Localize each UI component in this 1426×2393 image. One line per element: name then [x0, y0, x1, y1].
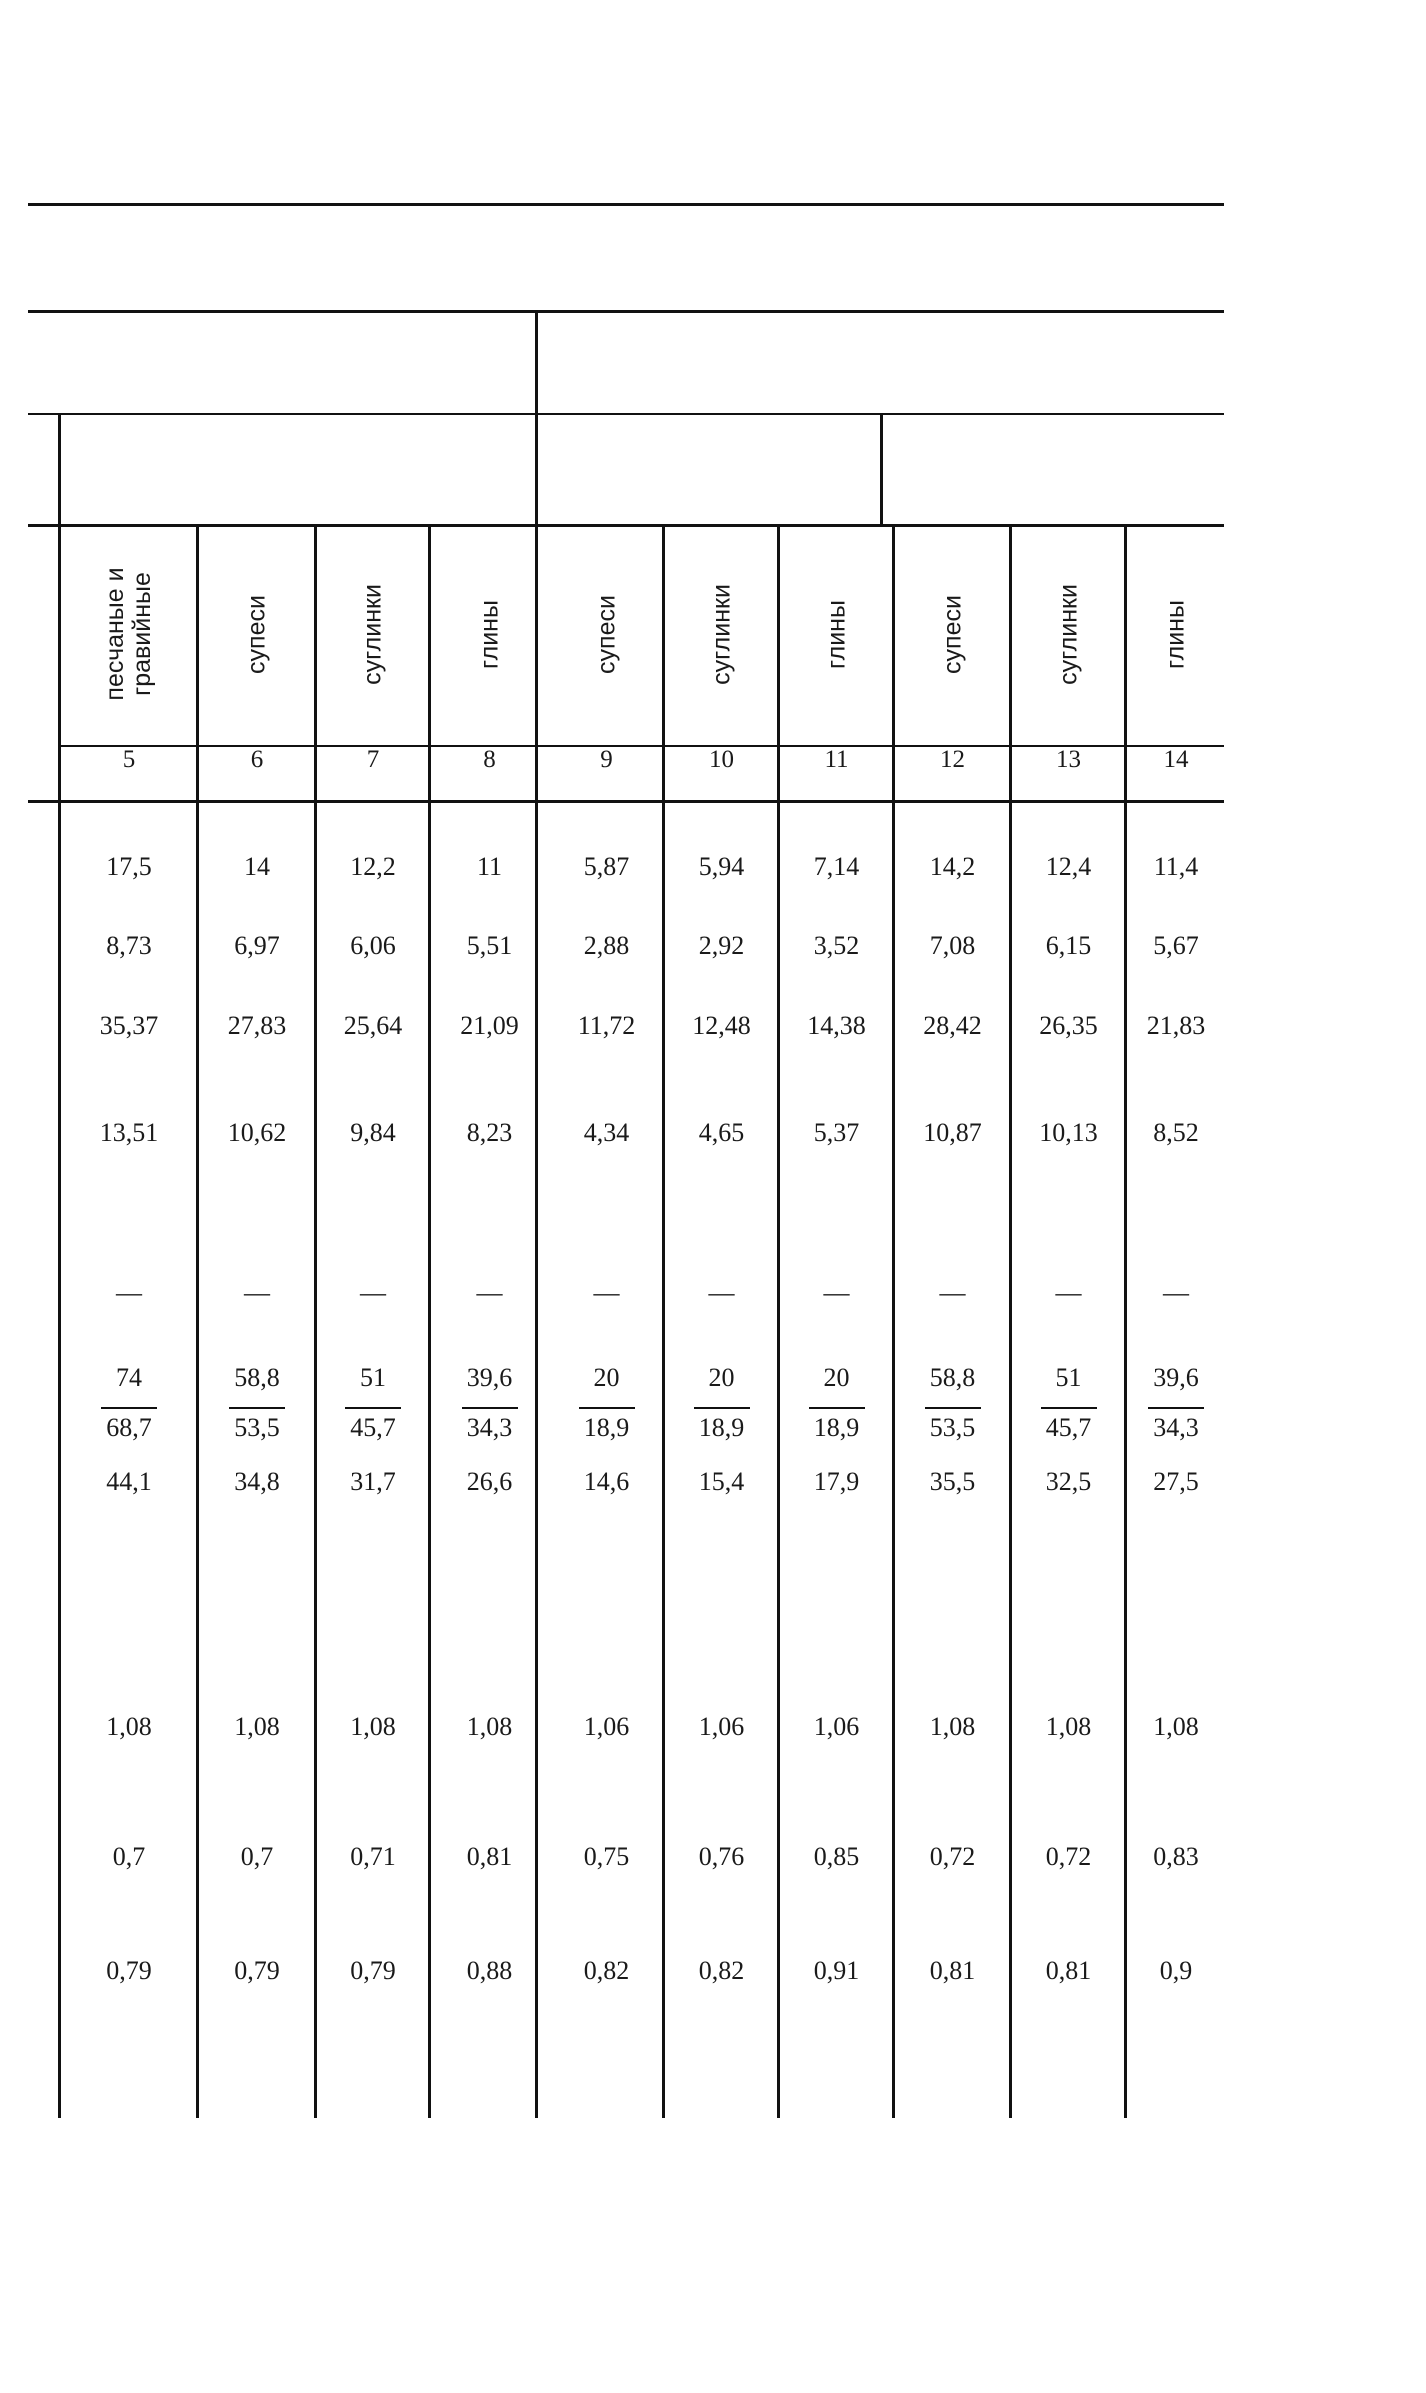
fraction-numerator: 39,6 — [466, 1363, 513, 1392]
table-cell: 5,51 — [466, 931, 513, 960]
column-label: супеси — [242, 594, 271, 674]
table-cell: 0,85 — [813, 1842, 860, 1871]
table-cell: 5,67 — [1153, 931, 1199, 960]
table-cell: — — [708, 1278, 735, 1307]
table-cell: 8,73 — [106, 931, 152, 960]
column-label: глины — [1161, 599, 1190, 669]
table-cell: 10,13 — [1039, 1118, 1098, 1147]
column-number: 6 — [250, 746, 264, 773]
table-cell: 3,52 — [813, 931, 860, 960]
vline-column — [777, 527, 780, 800]
vline-column — [314, 803, 317, 2118]
table-cell: 21,09 — [460, 1011, 519, 1040]
fraction-numerator: 51 — [1055, 1363, 1082, 1392]
table-cell: 0,83 — [1153, 1842, 1199, 1871]
table-cell: — — [476, 1278, 503, 1307]
fraction-numerator: 20 — [823, 1363, 850, 1392]
table-cell: 0,79 — [234, 1956, 280, 1985]
fraction-denominator: 68,7 — [106, 1413, 152, 1442]
table-cell: 13,51 — [99, 1118, 159, 1147]
table-cell: 27,83 — [227, 1011, 287, 1040]
table-cell: 17,9 — [813, 1467, 860, 1496]
table-cell: 5,37 — [813, 1118, 860, 1147]
fraction-bar — [579, 1407, 635, 1409]
fraction-denominator: 18,9 — [813, 1413, 860, 1442]
table-cell: 0,81 — [929, 1956, 976, 1985]
vline-column — [777, 803, 780, 2118]
vline-column — [892, 803, 895, 2118]
fraction-bar — [345, 1407, 401, 1409]
vline-column — [196, 527, 199, 800]
column-label: супеси — [938, 594, 966, 674]
column-label: суглинки — [358, 583, 387, 685]
column-number: 5 — [122, 746, 136, 773]
vline-column — [1124, 527, 1127, 800]
top-rule — [28, 203, 1224, 206]
fraction-numerator: 20 — [708, 1363, 735, 1392]
column-label: суглинки — [707, 583, 735, 685]
table-cell: 9,84 — [350, 1118, 396, 1147]
table-cell: 1,08 — [234, 1712, 280, 1741]
table-cell: 1,06 — [583, 1712, 630, 1741]
column-label: глины — [822, 599, 850, 669]
table-cell: 0,76 — [698, 1842, 745, 1871]
table-cell: 1,08 — [466, 1712, 513, 1741]
fraction-numerator: 39,6 — [1153, 1363, 1199, 1392]
column-number: 9 — [600, 746, 613, 773]
column-label: глины — [475, 599, 503, 669]
table-cell: 7,14 — [813, 852, 860, 881]
table-cell: 4,65 — [698, 1118, 745, 1147]
table-cell: 14,2 — [929, 852, 976, 881]
table-cell: — — [939, 1278, 966, 1307]
table-cell: 8,23 — [466, 1118, 513, 1147]
table-cell: 5,87 — [583, 852, 630, 881]
table-cell: 12,48 — [692, 1011, 751, 1040]
table-cell: 10,87 — [923, 1118, 982, 1147]
fraction-denominator: 18,9 — [583, 1413, 630, 1442]
fraction-numerator: 51 — [360, 1363, 386, 1392]
table-cell: 0,72 — [1045, 1842, 1092, 1871]
fraction-denominator: 53,5 — [929, 1413, 976, 1442]
table-cell: 7,08 — [929, 931, 976, 960]
table-cell: 6,15 — [1045, 931, 1092, 960]
table-cell: 1,06 — [698, 1712, 745, 1741]
fraction-denominator: 45,7 — [1045, 1413, 1092, 1442]
table-cell: 0,88 — [466, 1956, 513, 1985]
table-cell: 12,4 — [1045, 852, 1092, 881]
subheader-divider — [28, 524, 1224, 527]
vline-column — [58, 527, 61, 800]
table-cell: — — [1055, 1278, 1082, 1307]
vline-group-split — [535, 313, 538, 2118]
table-cell: 21,83 — [1146, 1011, 1206, 1040]
table-cell: 1,08 — [350, 1712, 396, 1741]
vline-sub-mid — [880, 415, 883, 527]
table-cell: 0,71 — [350, 1842, 396, 1871]
table-cell: 4,34 — [583, 1118, 630, 1147]
table-cell: 6,06 — [350, 931, 396, 960]
fraction-bar — [925, 1407, 981, 1409]
vline-column — [428, 803, 431, 2118]
table-cell: — — [244, 1278, 270, 1307]
column-number: 13 — [1056, 746, 1081, 773]
table-cell: 1,06 — [813, 1712, 860, 1741]
fraction-numerator: 20 — [593, 1363, 620, 1392]
vline-column — [196, 803, 199, 2118]
table-cell: 8,52 — [1153, 1118, 1199, 1147]
table-cell: 0,7 — [112, 1842, 146, 1871]
table-cell: 32,5 — [1045, 1467, 1092, 1496]
column-number: 10 — [709, 746, 734, 773]
table-cell: 34,8 — [234, 1467, 280, 1496]
table-cell: 17,5 — [106, 852, 152, 881]
column-number: 12 — [940, 746, 965, 773]
table-cell: 1,08 — [1153, 1712, 1199, 1741]
table-cell: 1,08 — [929, 1712, 976, 1741]
table-cell: 31,7 — [350, 1467, 396, 1496]
table-cell: 0,79 — [350, 1956, 396, 1985]
table-cell: 0,9 — [1159, 1956, 1193, 1985]
vline-column — [1009, 527, 1012, 800]
table-cell: 2,88 — [583, 931, 630, 960]
column-label: супеси — [592, 594, 620, 674]
fraction-bar — [101, 1407, 157, 1409]
fraction-bar — [1148, 1407, 1204, 1409]
table-cell: — — [823, 1278, 850, 1307]
table-cell: 14 — [244, 852, 270, 881]
column-number: 8 — [483, 746, 496, 773]
vline-column — [1124, 803, 1127, 2118]
fraction-denominator: 53,5 — [234, 1413, 280, 1442]
column-number: 11 — [824, 746, 849, 773]
table-cell: — — [116, 1278, 142, 1307]
column-label: суглинки — [1054, 583, 1082, 685]
column-label: песчаные и гравийные — [101, 567, 156, 701]
fraction-bar — [694, 1407, 750, 1409]
table-cell: 44,1 — [106, 1467, 152, 1496]
table-cell: 0,81 — [466, 1842, 513, 1871]
table-cell: 0,75 — [583, 1842, 630, 1871]
table-cell: 0,81 — [1045, 1956, 1092, 1985]
fraction-numerator: 58,8 — [929, 1363, 976, 1392]
fraction-bar — [809, 1407, 865, 1409]
vline-column — [1009, 803, 1012, 2118]
table-cell: 25,64 — [343, 1011, 403, 1040]
table-cell: 5,94 — [698, 852, 745, 881]
table-cell: — — [360, 1278, 386, 1307]
table-cell: 0,82 — [583, 1956, 630, 1985]
vline-sub-left — [58, 415, 61, 527]
table-cell: 0,91 — [813, 1956, 860, 1985]
group-divider — [28, 413, 1224, 415]
fraction-bar — [229, 1407, 285, 1409]
column-number-divider — [28, 800, 1224, 803]
table-cell: 15,4 — [698, 1467, 745, 1496]
vline-column — [662, 527, 665, 800]
fraction-bar — [1041, 1407, 1097, 1409]
fraction-denominator: 45,7 — [350, 1413, 396, 1442]
fraction-denominator: 18,9 — [698, 1413, 745, 1442]
table-cell: 2,92 — [698, 931, 745, 960]
table-cell: 0,79 — [106, 1956, 152, 1985]
table-cell: 26,6 — [466, 1467, 513, 1496]
table-cell: 1,08 — [106, 1712, 152, 1741]
table-cell: 14,6 — [583, 1467, 630, 1496]
table-cell: 0,72 — [929, 1842, 976, 1871]
vline-column — [428, 527, 431, 800]
table-cell: 1,08 — [1045, 1712, 1092, 1741]
vline-column — [58, 803, 61, 2118]
vline-column — [314, 527, 317, 800]
fraction-bar — [462, 1407, 518, 1409]
table-cell: — — [593, 1278, 620, 1307]
table-cell: 26,35 — [1039, 1011, 1098, 1040]
fraction-denominator: 34,3 — [466, 1413, 513, 1442]
table-cell: 14,38 — [807, 1011, 866, 1040]
table-cell: 6,97 — [234, 931, 280, 960]
fraction-denominator: 34,3 — [1153, 1413, 1199, 1442]
table-cell: 0,82 — [698, 1956, 745, 1985]
vline-column — [662, 803, 665, 2118]
fraction-numerator: 58,8 — [234, 1363, 280, 1392]
table-cell: — — [1163, 1278, 1189, 1307]
column-number: 7 — [366, 746, 380, 773]
vline-column — [892, 527, 895, 800]
header-top-rule — [28, 310, 1224, 313]
fraction-numerator: 74 — [116, 1363, 142, 1392]
table-cell: 11,72 — [577, 1011, 636, 1040]
table-cell: 35,5 — [929, 1467, 976, 1496]
table-cell: 35,37 — [99, 1011, 159, 1040]
column-number: 14 — [1163, 746, 1189, 773]
table-cell: 11 — [476, 852, 503, 881]
table-cell: 28,42 — [923, 1011, 982, 1040]
table-cell: 0,7 — [240, 1842, 274, 1871]
table-cell: 11,4 — [1153, 852, 1199, 881]
table-cell: 12,2 — [350, 852, 396, 881]
table-cell: 10,62 — [227, 1118, 287, 1147]
table-cell: 27,5 — [1153, 1467, 1199, 1496]
